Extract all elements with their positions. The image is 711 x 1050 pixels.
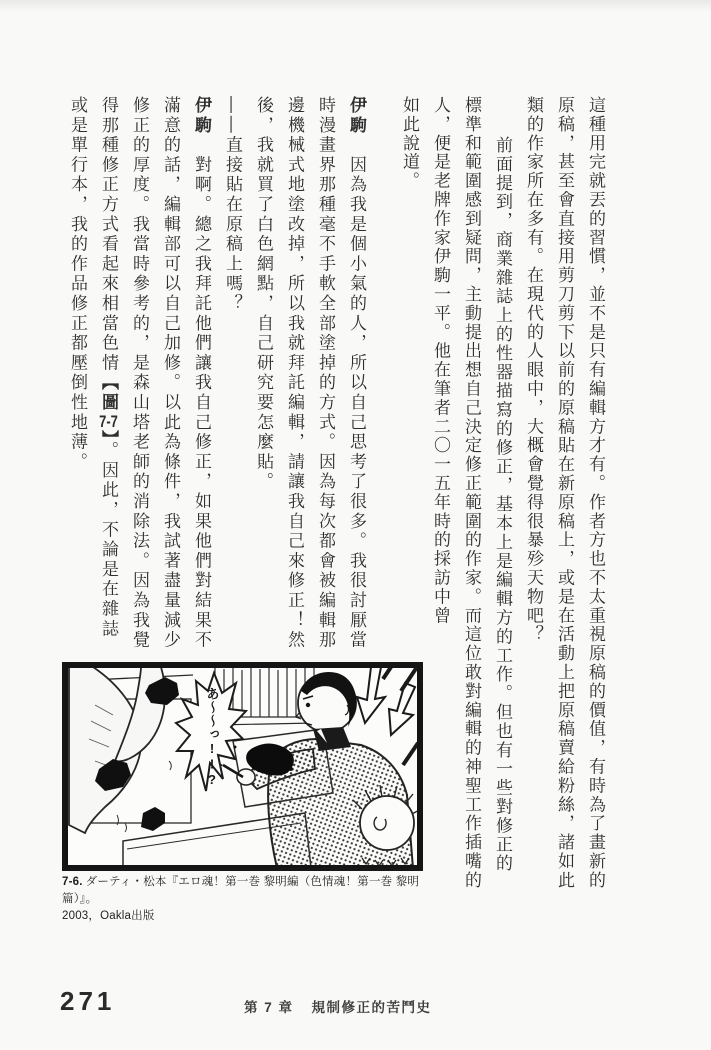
running-footer bbox=[244, 996, 432, 1016]
answer-text: 。因此，不論是在雜誌或是單行本，我的作品修正都壓倒性地薄。 bbox=[68, 96, 118, 640]
question-text: ——直接貼在原稿上嗎？ bbox=[223, 96, 242, 314]
interview-answer bbox=[62, 96, 217, 652]
figure-reference: 【圖 bbox=[99, 373, 118, 413]
speaker-name: 伊駒 bbox=[192, 96, 211, 136]
paragraph: 如此說道。 bbox=[400, 96, 419, 191]
interview-answer bbox=[248, 96, 372, 652]
manga-panel-figure bbox=[62, 662, 423, 871]
answer-text: 對啊。總之我拜託他們讓我自己修正，如果他們對結果不滿意的話，編輯部可以自己加修。以此為條件，我試著盡量減少修正的厚度。我當時參考的，是森山塔老師的消除法。因為我覺得那種修正方式看起來相當色情 bbox=[99, 96, 211, 651]
scan-shading bbox=[0, 0, 711, 12]
interviewer-question bbox=[217, 96, 248, 652]
figure-reference: 】 bbox=[99, 429, 118, 442]
caption-publisher: 2003，Oakla出版 bbox=[62, 910, 155, 922]
paragraph: 這種用完就丟的習慣，並不是只有編輯方才有。作者方也不太重視原稿的價值，有時為了畫新的原稿，甚至會直接用剪刀剪下以前的原稿貼在新原稿上，或是在活動上把原稿賣給粉絲，諸如此類的作家所在多有。在現代的人眼中，大概會覺得很暴殄天物吧？ bbox=[524, 96, 605, 890]
chapter-label: 第 7 章 bbox=[244, 1000, 294, 1015]
figure-reference-number: 7-7 bbox=[99, 412, 118, 430]
answer-text: 因為我是個小氣的人，所以自己思考了很多。我很討厭當時漫畫界那種毫不手軟全部塗掉的方式。因為每次都會被編輯那邊機械式地塗改掉，所以我就拜託編輯，請讓我自己來修正！然後，我就買了白色網點，自己研究要怎麼貼。 bbox=[254, 96, 366, 651]
hand bbox=[237, 769, 255, 785]
chapter-title: 規制修正的苦鬥史 bbox=[311, 1000, 432, 1015]
paragraph: 前面提到，商業雜誌上的性器描寫的修正，基本上是編輯方的工作。但也有一些對修正的標準和範圍感到疑問，主動提出想自己決定修正範圍的作家。而這位敢對編輯的神聖工作插嘴的人，便是老牌作家伊駒一平。他在筆者二〇一五年時的採訪中曾 bbox=[431, 96, 512, 890]
caption-title: ダーティ・松本『エロ魂！第一巻 黎明編（色情魂！第一巻 黎明篇）』。 bbox=[62, 876, 420, 905]
interview-section bbox=[62, 96, 372, 652]
caption-number: 7-6. bbox=[62, 876, 83, 888]
figure-caption bbox=[62, 874, 444, 925]
speaker-name: 伊駒 bbox=[347, 96, 366, 136]
page-number: 271 bbox=[60, 986, 116, 1016]
sfx-text: あ〜〜っ!!? bbox=[204, 687, 220, 788]
narrative-section bbox=[394, 96, 611, 891]
figure-illustration bbox=[65, 665, 420, 868]
